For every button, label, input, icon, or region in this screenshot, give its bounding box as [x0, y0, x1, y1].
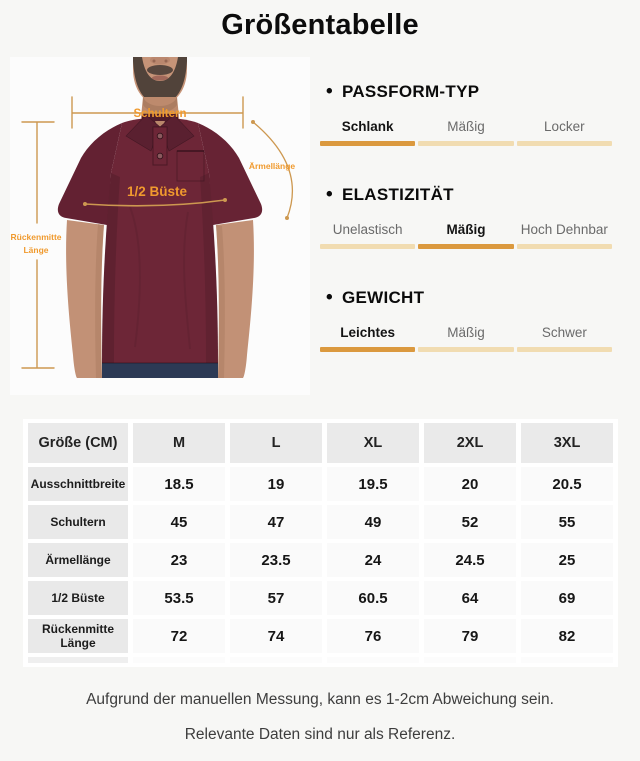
row-label: Ausschnittbreite [28, 467, 128, 501]
attribute-option-locker [517, 118, 612, 146]
table-row-armellange [28, 543, 613, 577]
value-cell: 49 [327, 505, 419, 539]
model-figure-illustration [10, 57, 310, 395]
table-header-row [28, 423, 613, 463]
attribute-heading [326, 185, 612, 205]
footer-notes [0, 691, 640, 761]
table-row-1-2-buste [28, 581, 613, 615]
table-pad-cell [327, 657, 419, 663]
value-cell: 57 [230, 581, 322, 615]
option-bar [418, 141, 513, 146]
value-cell: 19.5 [327, 467, 419, 501]
table-row-ruckenmitte-lange [28, 619, 613, 653]
attribute-option-massig [418, 324, 513, 352]
attribute-option-schwer [517, 324, 612, 352]
attribute-section-elastizitat [320, 185, 612, 249]
row-label: Ärmellänge [28, 543, 128, 577]
bullet-icon: • [326, 81, 333, 102]
option-label: Unelastisch [332, 222, 403, 237]
option-bar [517, 141, 612, 146]
table-row-ausschnittbreite [28, 467, 613, 501]
header-cell-grosse-cm: Größe (CM) [28, 423, 128, 463]
value-cell: 47 [230, 505, 322, 539]
product-photo [10, 57, 310, 395]
attribute-option-schlank [320, 118, 415, 146]
button [157, 153, 163, 159]
value-cell: 55 [521, 505, 613, 539]
annotation-shoulders: Schultern [133, 108, 187, 120]
option-label: Mäßig [447, 119, 485, 134]
attribute-option-massig [418, 118, 513, 146]
option-label: Hoch Dehnbar [520, 222, 608, 237]
header-cell-2xl: 2XL [424, 423, 516, 463]
option-label: Mäßig [447, 325, 485, 340]
value-cell: 23.5 [230, 543, 322, 577]
attribute-title: PASSFORM-TYP [341, 82, 480, 101]
option-label: Mäßig [446, 222, 486, 237]
table-pad-cell [424, 657, 516, 663]
attribute-option-leichtes [320, 324, 415, 352]
size-table [23, 419, 618, 667]
option-label: Schlank [341, 119, 394, 134]
table-row-schultern [28, 505, 613, 539]
value-cell: 53.5 [133, 581, 225, 615]
annotation-bust: 1/2 Büste [126, 184, 188, 199]
value-cell: 60.5 [327, 581, 419, 615]
table-pad-row [28, 657, 613, 663]
value-cell: 79 [424, 619, 516, 653]
button [157, 133, 163, 139]
attribute-title: GEWICHT [341, 288, 425, 307]
row-label: 1/2 Büste [28, 581, 128, 615]
option-bar [320, 141, 415, 146]
option-label: Locker [544, 119, 585, 134]
option-bar [517, 244, 612, 249]
pants [102, 363, 218, 378]
value-cell: 20.5 [521, 467, 613, 501]
placket [153, 127, 167, 165]
table-pad-cell [133, 657, 225, 663]
attribute-heading [326, 82, 612, 102]
annotation-back-length-1: Rückenmitte [10, 232, 62, 242]
attribute-option-hoch-dehnbar [517, 221, 612, 249]
attribute-option-massig [418, 221, 513, 249]
attribute-panel [320, 82, 612, 352]
option-bar [320, 347, 415, 352]
value-cell: 24 [327, 543, 419, 577]
value-cell: 18.5 [133, 467, 225, 501]
header-cell-l: L [230, 423, 322, 463]
annotation-back-length-2: Länge [23, 245, 49, 255]
value-cell: 64 [424, 581, 516, 615]
attribute-option-unelastisch [320, 221, 415, 249]
value-cell: 25 [521, 543, 613, 577]
value-cell: 45 [133, 505, 225, 539]
value-cell: 74 [230, 619, 322, 653]
value-cell: 24.5 [424, 543, 516, 577]
row-label: Rückenmitte Länge [28, 619, 128, 653]
footer-note-1: Aufgrund der manuellen Messung, kann es 1-2cm Abweichung sein. [86, 691, 554, 708]
option-bar [320, 244, 415, 249]
table-pad-cell [521, 657, 613, 663]
value-cell: 72 [133, 619, 225, 653]
option-label: Schwer [541, 325, 587, 340]
attribute-options [320, 324, 612, 352]
table-pad-cell [230, 657, 322, 663]
value-cell: 20 [424, 467, 516, 501]
header-cell-3xl: 3XL [521, 423, 613, 463]
attribute-options [320, 221, 612, 249]
bullet-icon: • [326, 287, 333, 308]
value-cell: 52 [424, 505, 516, 539]
value-cell: 69 [521, 581, 613, 615]
row-label: Schultern [28, 505, 128, 539]
footer-note-2: Relevante Daten sind nur als Referenz. [184, 726, 456, 743]
option-bar [418, 244, 513, 249]
attribute-title: ELASTIZITÄT [341, 185, 454, 204]
option-label: Leichtes [340, 325, 396, 340]
table-pad-cell [28, 657, 128, 663]
attribute-options [320, 118, 612, 146]
value-cell: 76 [327, 619, 419, 653]
header-cell-m: M [133, 423, 225, 463]
value-cell: 19 [230, 467, 322, 501]
option-bar [517, 347, 612, 352]
bullet-icon: • [326, 184, 333, 205]
value-cell: 23 [133, 543, 225, 577]
attribute-section-gewicht [320, 288, 612, 352]
value-cell: 82 [521, 619, 613, 653]
header-cell-xl: XL [327, 423, 419, 463]
attribute-heading [326, 288, 612, 308]
annotation-sleeve: Ärmellänge [248, 161, 296, 171]
page-title: Größentabelle [221, 9, 419, 41]
attribute-section-passform-typ [320, 82, 612, 146]
option-bar [418, 347, 513, 352]
